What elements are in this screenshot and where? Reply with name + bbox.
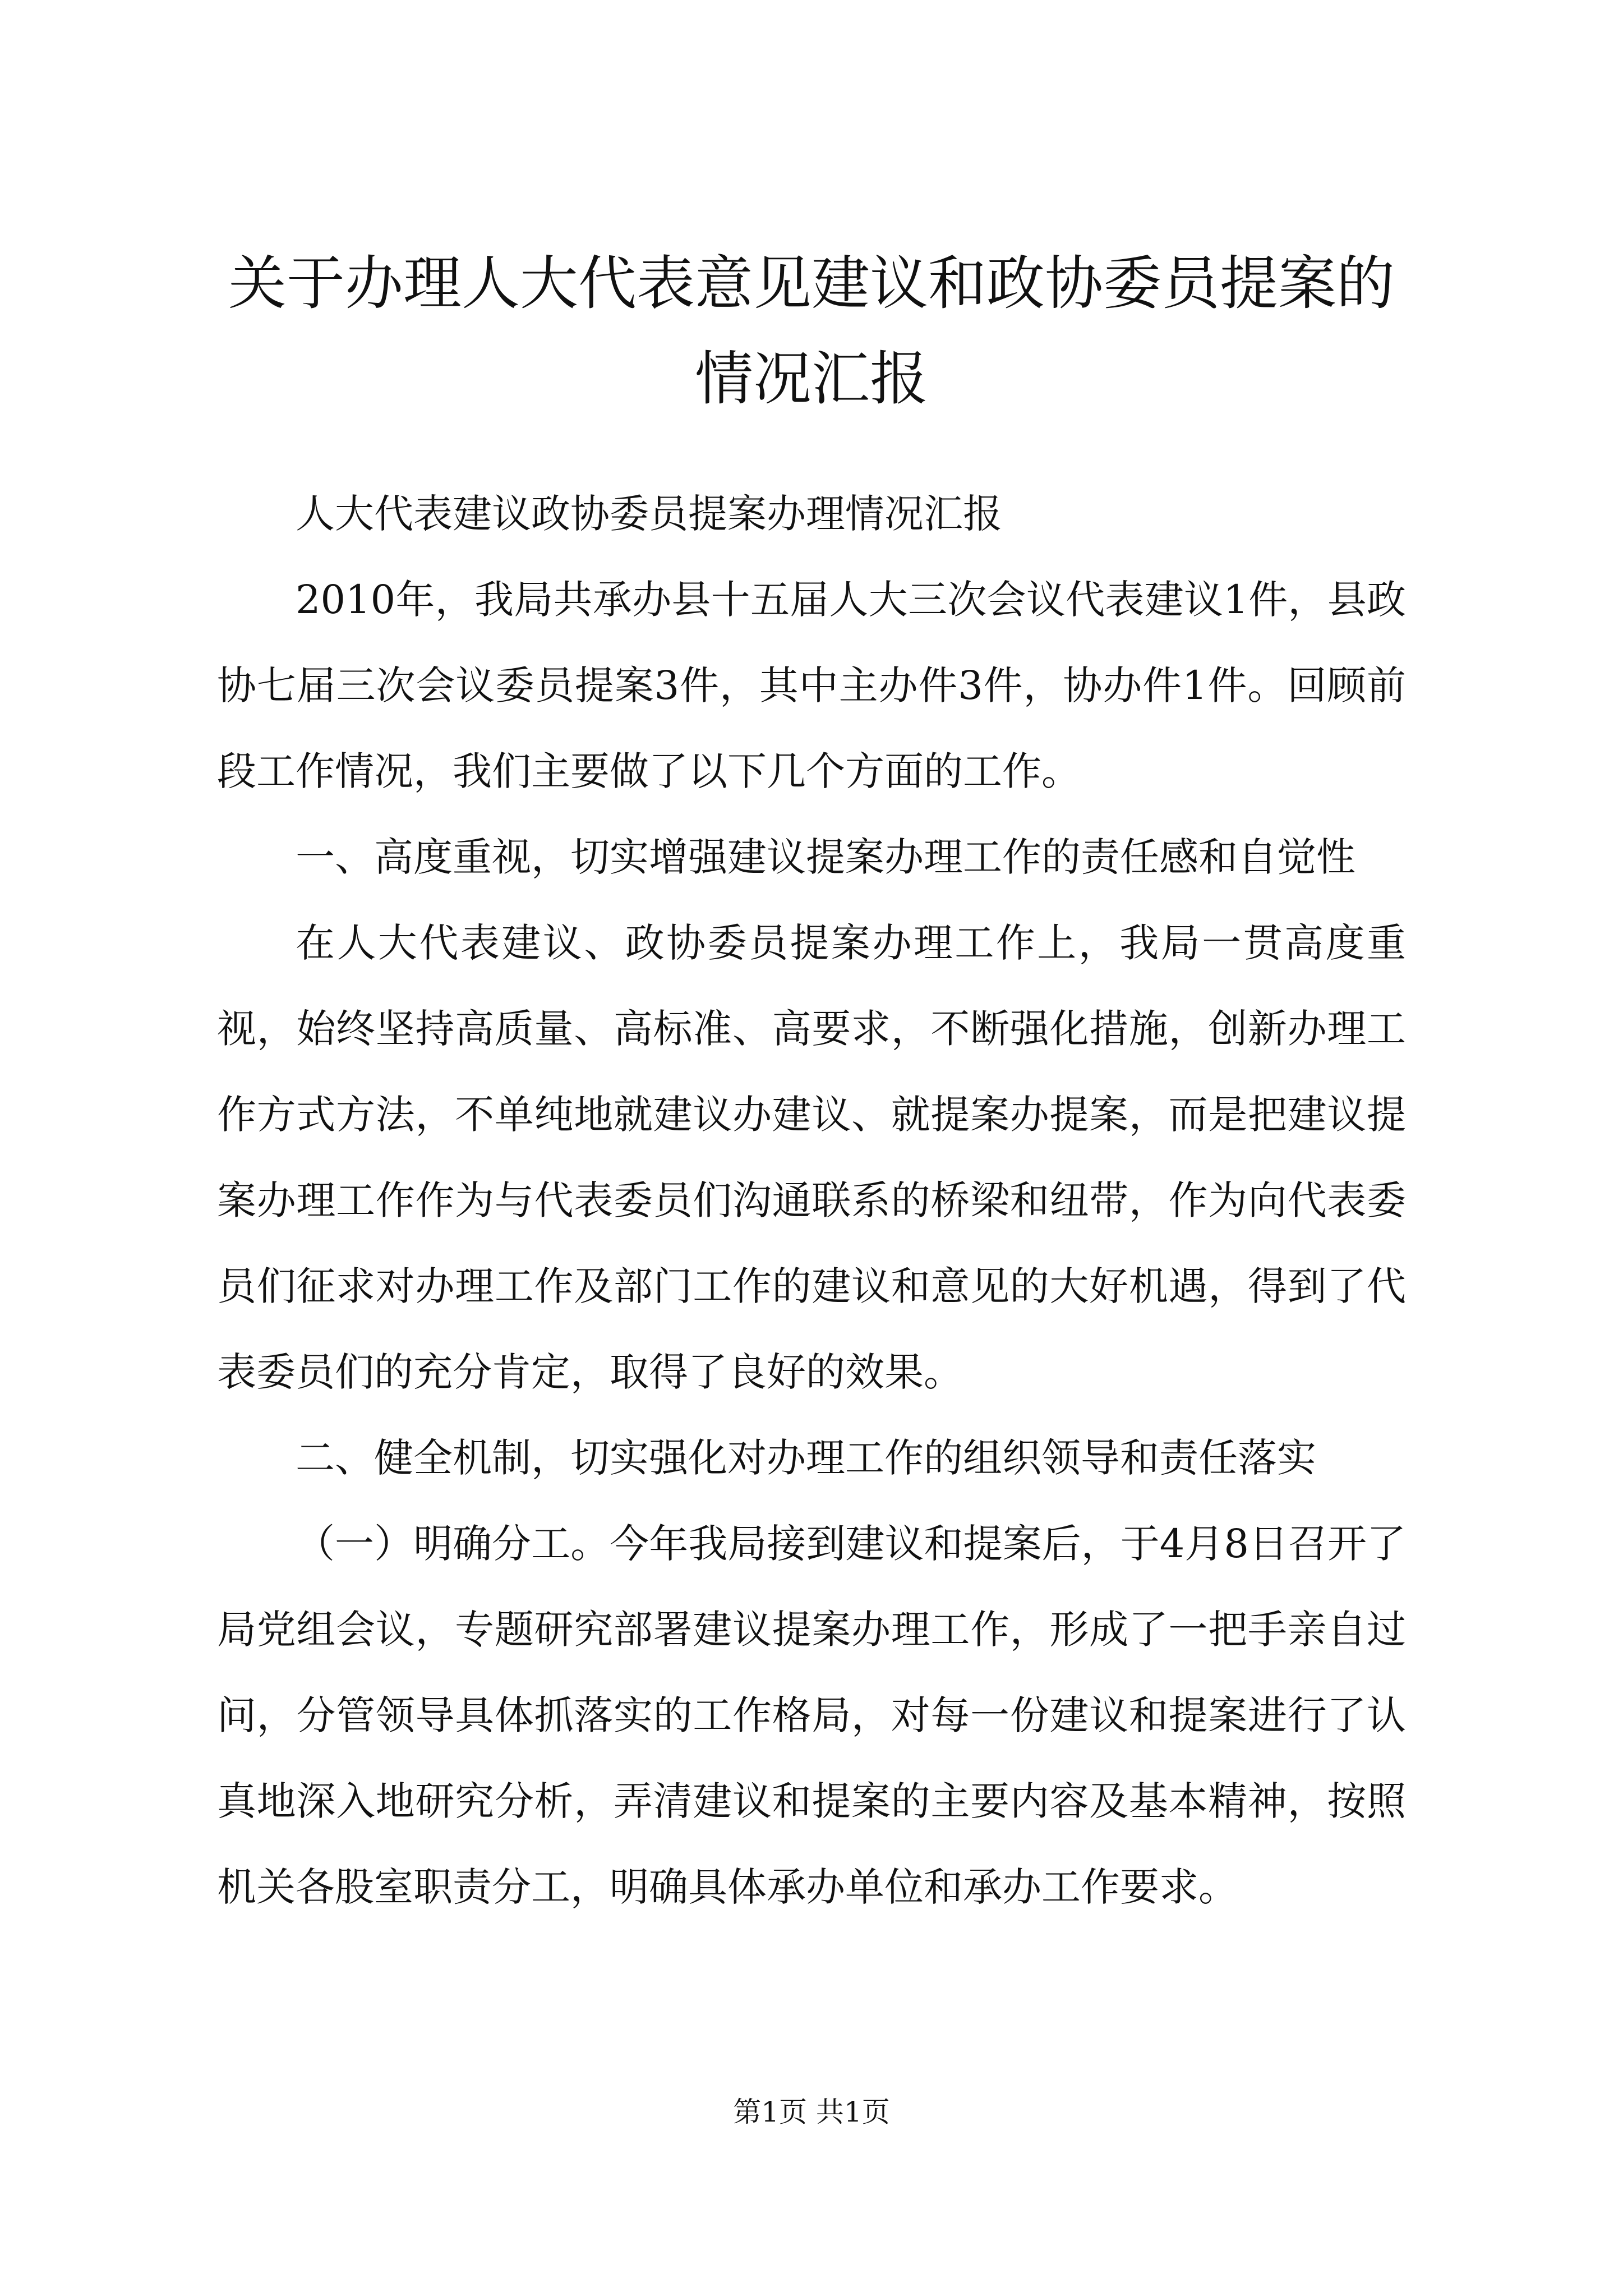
page-number: 第1页 共1页 [733, 2096, 890, 2128]
title-line-1: 关于办理人大代表意见建议和政协委员提案的 [228, 249, 1395, 318]
section-heading-2: 二、健全机制，切实强化对办理工作的组织领导和责任落实 [296, 1435, 1316, 1481]
document-body [217, 471, 1406, 1930]
subtitle-paragraph: 人大代表建议政协委员提案办理情况汇报 [296, 491, 1002, 537]
section-1-paragraph: 在人大代表建议、政协委员提案办理工作上，我局一贯高度重视，始终坚持高质量、高标准、高要求，不断强化措施，创新办理工作方式方法，不单纯地就建议办建议、就提案办提案，而是把建议提案办理工作作为与代表委员们沟通联系的桥梁和纽带，作为向代表委员们征求对办理工作及部门工作的建议和意见的大好机遇，得到了代表委员们的充分肯定，取得了良好的效果。 [217, 920, 1406, 1395]
section-2-paragraph: （一）明确分工。今年我局接到建议和提案后，于4月8日召开了局党组会议，专题研究部署建议提案办理工作，形成了一把手亲自过问，分管领导具体抓落实的工作格局，对每一份建议和提案进行了认真地深入地研究分析，弄清建议和提案的主要内容及基本精神，按照机关各股室职责分工，明确具体承办单位和承办工作要求。 [217, 1521, 1406, 1910]
section-heading-1: 一、高度重视，切实增强建议提案办理工作的责任感和自觉性 [296, 834, 1355, 880]
document-title [202, 236, 1421, 426]
page-footer [0, 2092, 1623, 2132]
intro-paragraph: 2010年，我局共承办县十五届人大三次会议代表建议1件，县政协七届三次会议委员提案3件，其中主办件3件，协办件1件。回顾前段工作情况，我们主要做了以下几个方面的工作。 [217, 577, 1406, 794]
title-line-2: 情况汇报 [694, 344, 928, 413]
